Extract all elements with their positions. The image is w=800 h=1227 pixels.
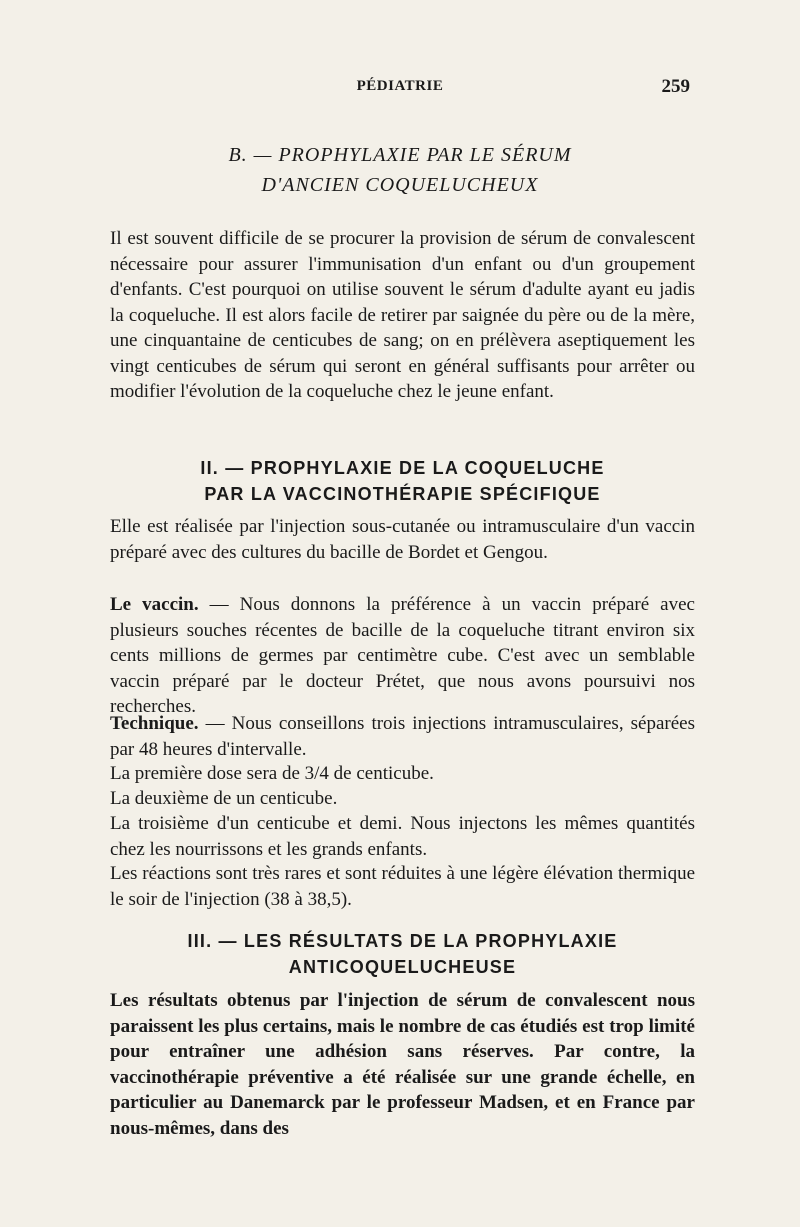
section-3-heading-line2: ANTICOQUELUCHEUSE [288, 957, 517, 977]
section-2-heading [110, 455, 695, 507]
running-title: PÉDIATRIE [356, 78, 444, 94]
section-2-heading-line1: II. — PROPHYLAXIE DE LA COQUELUCHE [200, 458, 605, 478]
dose-first: La première dose sera de 3/4 de centicube. [110, 763, 434, 784]
dose-third: La troisième d'un centicube et demi. Nous injectons les mêmes quantités chez les nourrissons et les grands enfants. [110, 813, 695, 860]
page-number: 259 [661, 76, 690, 97]
vaccin-label: Le vaccin. [110, 594, 199, 615]
vaccin-text: — Nous donnons la préférence à un vaccin préparé avec plusieurs souches récentes de bacille de la coqueluche titrant environ six cents millions de germes par centimètre cube. C'est avec un semblable vaccin préparé par le docteur Prétet, que nous avons poursuivi nos recherches. [110, 594, 695, 717]
technique-label: Technique. [110, 713, 199, 734]
section-3-heading [110, 928, 695, 980]
paragraph-serum: Il est souvent difficile de se procurer la provision de sérum de convalescent nécessaire pour assurer l'immunisation d'un enfant ou d'un groupement d'enfants. C'est pourquoi on utilise souvent le sérum d'adulte ayant eu jadis la coqueluche. Il est alors facile de retirer par saignée du père ou de la mère, une cinquantaine de centicubes de sang; on en prélèvera aseptiquement les vingt centicubes de sérum qui seront en général suffisants pour arrêter ou modifier l'évolution de la coqueluche chez le jeune enfant. [110, 228, 695, 402]
section-3-heading-line1: III. — LES RÉSULTATS DE LA PROPHYLAXIE [187, 931, 618, 951]
paragraph-vaccine-intro: Elle est réalisée par l'injection sous-cutanée ou intramusculaire d'un vaccin préparé avec des cultures du bacille de Bordet et Gengou. [110, 516, 695, 563]
section-b-title-line1: B. — PROPHYLAXIE PAR LE SÉRUM [228, 144, 572, 166]
technique-text: — Nous conseillons trois injections intramusculaires, séparées par 48 heures d'intervalle. [110, 713, 695, 760]
dose-second: La deuxième de un centicube. [110, 788, 338, 809]
paragraph-vaccin [110, 592, 695, 720]
page-header [110, 76, 690, 102]
section-b-title-line2: D'ANCIEN COQUELUCHEUX [261, 174, 539, 196]
reactions-text: Les réactions sont très rares et sont réduites à une légère élévation thermique le soir de l'injection (38 à 38,5). [110, 863, 695, 910]
paragraph-results: Les résultats obtenus par l'injection de sérum de convalescent nous paraissent les plus certains, mais le nombre de cas étudiés est trop limité pour entraîner une adhésion sans réserves. Par contre, la vaccinothérapie préventive a été réalisée sur une grande échelle, en particulier au Danemarck par le professeur Madsen, et en France par nous-mêmes, dans des [110, 990, 695, 1139]
paragraph-technique [110, 711, 695, 762]
section-2-heading-line2: PAR LA VACCINOTHÉRAPIE SPÉCIFIQUE [204, 484, 601, 504]
section-b-title [110, 140, 690, 200]
